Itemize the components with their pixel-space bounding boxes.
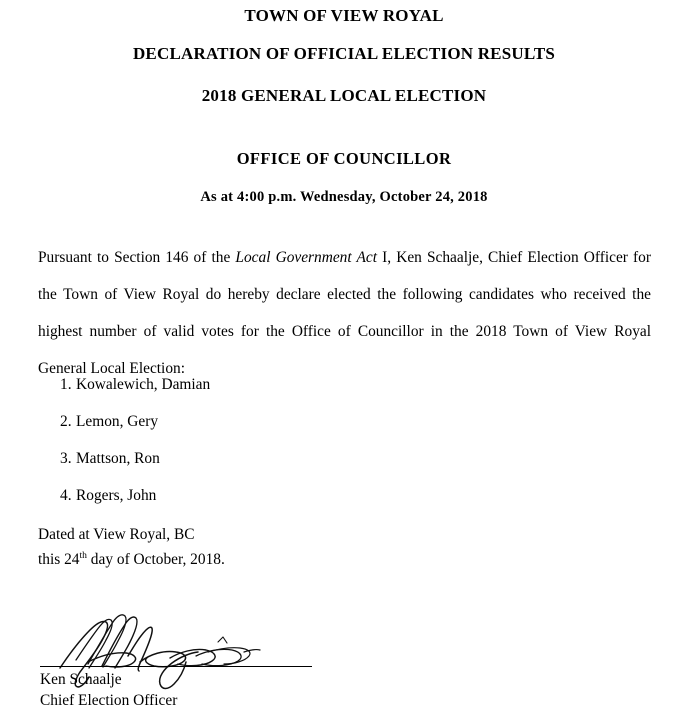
list-item-name: Rogers, John bbox=[76, 487, 157, 504]
signatory-name: Ken Schaalje bbox=[40, 671, 122, 688]
office-title: OFFICE OF COUNCILLOR bbox=[236, 149, 452, 168]
list-item-name: Kowalewich, Damian bbox=[76, 376, 211, 393]
municipality-title: TOWN OF VIEW ROYAL bbox=[244, 6, 444, 25]
list-item bbox=[38, 409, 538, 446]
list-item bbox=[38, 446, 538, 483]
dated-day-rest: day of October, 2018. bbox=[86, 551, 225, 568]
list-item-number: 2. bbox=[60, 413, 72, 430]
election-title: 2018 GENERAL LOCAL ELECTION bbox=[201, 86, 487, 105]
elected-candidate-list bbox=[38, 372, 538, 520]
list-item bbox=[38, 483, 538, 520]
dated-day-line bbox=[38, 547, 488, 572]
paragraph-text-part-1: Pursuant to Section 146 of the bbox=[38, 249, 236, 267]
statute-name: Local Government Act bbox=[235, 249, 377, 267]
dated-place-line: Dated at View Royal, BC bbox=[38, 526, 195, 543]
dated-block bbox=[38, 522, 488, 572]
declaration-title: DECLARATION OF OFFICIAL ELECTION RESULTS bbox=[132, 44, 556, 63]
list-item-number: 4. bbox=[60, 487, 72, 504]
paragraph-text-part-2: I, Ken Schaalje, Chief Election Officer for the Town of View Royal do hereby declare elected the following candidates who received the highest number of valid votes for the Office of Councillor in the 2018 Town of View Royal General Local Election: bbox=[38, 249, 651, 378]
list-item-number: 3. bbox=[60, 450, 72, 467]
dated-ordinal-suffix: th bbox=[79, 550, 87, 561]
list-item-name: Mattson, Ron bbox=[76, 450, 160, 467]
signatory-title: Chief Election Officer bbox=[40, 692, 178, 709]
dated-day-prefix: this 24 bbox=[38, 551, 80, 568]
list-item bbox=[38, 372, 538, 409]
list-item-number: 1. bbox=[60, 376, 72, 393]
list-item-name: Lemon, Gery bbox=[76, 413, 159, 430]
as-at-timestamp: As at 4:00 p.m. Wednesday, October 24, 2018 bbox=[200, 189, 488, 205]
signature-line bbox=[40, 666, 312, 667]
declaration-paragraph bbox=[38, 239, 651, 387]
signature-area bbox=[38, 612, 358, 722]
